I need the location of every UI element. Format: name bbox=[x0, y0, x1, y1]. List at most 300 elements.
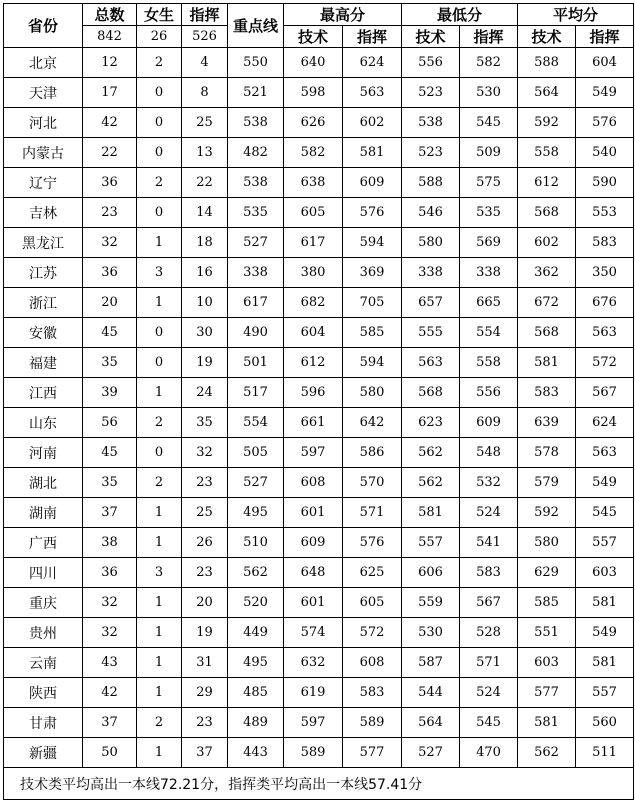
cell-max-cmd: 570 bbox=[343, 468, 402, 498]
table-row bbox=[4, 78, 634, 108]
cell-command: 31 bbox=[182, 648, 228, 678]
cell-max-tech: 661 bbox=[284, 408, 343, 438]
cell-key-line: 505 bbox=[228, 438, 284, 468]
cell-max-cmd: 589 bbox=[343, 708, 402, 738]
cell-max-cmd: 594 bbox=[343, 348, 402, 378]
cell-min-tech: 581 bbox=[402, 498, 460, 528]
cell-province: 黑龙江 bbox=[4, 228, 83, 258]
cell-total: 42 bbox=[83, 678, 137, 708]
cell-female: 1 bbox=[137, 378, 182, 408]
cell-command: 16 bbox=[182, 258, 228, 288]
cell-female: 0 bbox=[137, 108, 182, 138]
cell-province: 福建 bbox=[4, 348, 83, 378]
table-row bbox=[4, 558, 634, 588]
cell-avg-tech: 580 bbox=[518, 528, 576, 558]
cell-command: 10 bbox=[182, 288, 228, 318]
cell-female: 1 bbox=[137, 288, 182, 318]
table-row bbox=[4, 588, 634, 618]
cell-total: 32 bbox=[83, 588, 137, 618]
cell-avg-tech: 583 bbox=[518, 378, 576, 408]
cell-avg-cmd: 557 bbox=[576, 678, 634, 708]
cell-min-tech: 564 bbox=[402, 708, 460, 738]
cell-max-cmd: 581 bbox=[343, 138, 402, 168]
cell-min-tech: 587 bbox=[402, 648, 460, 678]
cell-max-cmd: 605 bbox=[343, 588, 402, 618]
cell-avg-tech: 592 bbox=[518, 108, 576, 138]
cell-min-cmd: 535 bbox=[460, 198, 518, 228]
cell-min-cmd: 571 bbox=[460, 648, 518, 678]
cell-min-cmd: 583 bbox=[460, 558, 518, 588]
cell-max-tech: 589 bbox=[284, 738, 343, 768]
cell-avg-cmd: 572 bbox=[576, 348, 634, 378]
cell-province: 陕西 bbox=[4, 678, 83, 708]
female-count: 26 bbox=[137, 26, 182, 48]
cell-max-tech: 597 bbox=[284, 708, 343, 738]
footer-row bbox=[4, 768, 634, 800]
cell-min-cmd: 470 bbox=[460, 738, 518, 768]
table-row bbox=[4, 198, 634, 228]
cell-min-tech: 606 bbox=[402, 558, 460, 588]
cell-avg-cmd: 576 bbox=[576, 108, 634, 138]
cell-total: 20 bbox=[83, 288, 137, 318]
table-row bbox=[4, 258, 634, 288]
cell-avg-tech: 551 bbox=[518, 618, 576, 648]
cell-avg-cmd: 581 bbox=[576, 588, 634, 618]
cell-min-tech: 568 bbox=[402, 378, 460, 408]
cell-command: 35 bbox=[182, 408, 228, 438]
cell-command: 23 bbox=[182, 468, 228, 498]
cell-avg-cmd: 567 bbox=[576, 378, 634, 408]
cell-key-line: 495 bbox=[228, 648, 284, 678]
cell-female: 2 bbox=[137, 708, 182, 738]
cell-min-cmd: 528 bbox=[460, 618, 518, 648]
cell-province: 天津 bbox=[4, 78, 83, 108]
cell-min-cmd: 524 bbox=[460, 678, 518, 708]
cell-max-cmd: 602 bbox=[343, 108, 402, 138]
cell-min-tech: 580 bbox=[402, 228, 460, 258]
cell-province: 湖北 bbox=[4, 468, 83, 498]
cell-province: 河南 bbox=[4, 438, 83, 468]
header-avg-tech: 技术 bbox=[518, 26, 576, 48]
cell-key-line: 495 bbox=[228, 498, 284, 528]
cell-command: 24 bbox=[182, 378, 228, 408]
cell-min-cmd: 545 bbox=[460, 108, 518, 138]
cell-command: 19 bbox=[182, 348, 228, 378]
cell-command: 30 bbox=[182, 318, 228, 348]
cell-avg-tech: 581 bbox=[518, 348, 576, 378]
cell-max-cmd: 576 bbox=[343, 198, 402, 228]
cell-min-tech: 556 bbox=[402, 48, 460, 78]
cell-avg-tech: 588 bbox=[518, 48, 576, 78]
cell-avg-cmd: 557 bbox=[576, 528, 634, 558]
header-province: 省份 bbox=[4, 4, 83, 48]
cell-command: 32 bbox=[182, 438, 228, 468]
total-count: 842 bbox=[83, 26, 137, 48]
cell-max-tech: 619 bbox=[284, 678, 343, 708]
cell-max-cmd: 576 bbox=[343, 528, 402, 558]
table-row bbox=[4, 708, 634, 738]
cell-command: 14 bbox=[182, 198, 228, 228]
cell-female: 1 bbox=[137, 678, 182, 708]
cell-command: 18 bbox=[182, 228, 228, 258]
table-row bbox=[4, 408, 634, 438]
cell-max-tech: 638 bbox=[284, 168, 343, 198]
cell-max-tech: 648 bbox=[284, 558, 343, 588]
table-row bbox=[4, 48, 634, 78]
cell-min-tech: 530 bbox=[402, 618, 460, 648]
cell-avg-cmd: 549 bbox=[576, 468, 634, 498]
cell-key-line: 554 bbox=[228, 408, 284, 438]
cell-total: 22 bbox=[83, 138, 137, 168]
header-female: 女生 bbox=[137, 4, 182, 26]
cell-province: 新疆 bbox=[4, 738, 83, 768]
cell-female: 2 bbox=[137, 168, 182, 198]
cell-avg-cmd: 603 bbox=[576, 558, 634, 588]
header-min-score: 最低分 bbox=[402, 4, 518, 26]
cell-avg-tech: 579 bbox=[518, 468, 576, 498]
cell-key-line: 449 bbox=[228, 618, 284, 648]
admission-score-table bbox=[3, 3, 634, 800]
cell-avg-tech: 558 bbox=[518, 138, 576, 168]
cell-avg-cmd: 676 bbox=[576, 288, 634, 318]
cell-max-cmd: 585 bbox=[343, 318, 402, 348]
cell-avg-tech: 603 bbox=[518, 648, 576, 678]
cell-max-tech: 608 bbox=[284, 468, 343, 498]
cell-province: 安徽 bbox=[4, 318, 83, 348]
cell-max-cmd: 583 bbox=[343, 678, 402, 708]
cell-avg-cmd: 540 bbox=[576, 138, 634, 168]
cell-avg-cmd: 549 bbox=[576, 618, 634, 648]
cell-min-cmd: 567 bbox=[460, 588, 518, 618]
cell-total: 56 bbox=[83, 408, 137, 438]
cell-max-cmd: 572 bbox=[343, 618, 402, 648]
cell-key-line: 338 bbox=[228, 258, 284, 288]
cell-avg-tech: 602 bbox=[518, 228, 576, 258]
cell-min-tech: 563 bbox=[402, 348, 460, 378]
cell-command: 22 bbox=[182, 168, 228, 198]
cell-max-cmd: 580 bbox=[343, 378, 402, 408]
cell-total: 32 bbox=[83, 618, 137, 648]
cell-province: 河北 bbox=[4, 108, 83, 138]
cell-female: 1 bbox=[137, 228, 182, 258]
cell-key-line: 538 bbox=[228, 108, 284, 138]
cell-min-cmd: 582 bbox=[460, 48, 518, 78]
cell-min-tech: 523 bbox=[402, 138, 460, 168]
cell-max-tech: 626 bbox=[284, 108, 343, 138]
cell-total: 36 bbox=[83, 168, 137, 198]
cell-female: 2 bbox=[137, 468, 182, 498]
cell-command: 19 bbox=[182, 618, 228, 648]
cell-total: 12 bbox=[83, 48, 137, 78]
cell-max-tech: 640 bbox=[284, 48, 343, 78]
cell-min-cmd: 558 bbox=[460, 348, 518, 378]
cell-max-tech: 632 bbox=[284, 648, 343, 678]
cell-avg-tech: 362 bbox=[518, 258, 576, 288]
cell-command: 13 bbox=[182, 138, 228, 168]
table-row bbox=[4, 528, 634, 558]
table-row bbox=[4, 348, 634, 378]
cell-min-cmd: 524 bbox=[460, 498, 518, 528]
table-row bbox=[4, 138, 634, 168]
cell-total: 32 bbox=[83, 228, 137, 258]
cell-min-cmd: 541 bbox=[460, 528, 518, 558]
table-row bbox=[4, 618, 634, 648]
cell-total: 17 bbox=[83, 78, 137, 108]
cell-female: 1 bbox=[137, 528, 182, 558]
cell-max-tech: 601 bbox=[284, 588, 343, 618]
cell-avg-tech: 578 bbox=[518, 438, 576, 468]
command-count: 526 bbox=[182, 26, 228, 48]
cell-total: 43 bbox=[83, 648, 137, 678]
cell-key-line: 517 bbox=[228, 378, 284, 408]
cell-min-tech: 557 bbox=[402, 528, 460, 558]
cell-min-tech: 555 bbox=[402, 318, 460, 348]
cell-key-line: 490 bbox=[228, 318, 284, 348]
header-avg-score: 平均分 bbox=[518, 4, 634, 26]
cell-min-cmd: 556 bbox=[460, 378, 518, 408]
cell-key-line: 550 bbox=[228, 48, 284, 78]
cell-province: 广西 bbox=[4, 528, 83, 558]
cell-female: 0 bbox=[137, 348, 182, 378]
cell-min-cmd: 545 bbox=[460, 708, 518, 738]
cell-province: 重庆 bbox=[4, 588, 83, 618]
cell-max-tech: 612 bbox=[284, 348, 343, 378]
cell-max-tech: 596 bbox=[284, 378, 343, 408]
cell-avg-cmd: 590 bbox=[576, 168, 634, 198]
cell-total: 38 bbox=[83, 528, 137, 558]
cell-max-cmd: 586 bbox=[343, 438, 402, 468]
cell-min-tech: 623 bbox=[402, 408, 460, 438]
cell-max-cmd: 577 bbox=[343, 738, 402, 768]
cell-key-line: 520 bbox=[228, 588, 284, 618]
cell-max-cmd: 625 bbox=[343, 558, 402, 588]
cell-avg-tech: 672 bbox=[518, 288, 576, 318]
cell-min-tech: 562 bbox=[402, 468, 460, 498]
table-row bbox=[4, 498, 634, 528]
cell-avg-cmd: 583 bbox=[576, 228, 634, 258]
cell-total: 37 bbox=[83, 708, 137, 738]
header-min-tech: 技术 bbox=[402, 26, 460, 48]
cell-avg-cmd: 350 bbox=[576, 258, 634, 288]
cell-province: 贵州 bbox=[4, 618, 83, 648]
cell-min-cmd: 554 bbox=[460, 318, 518, 348]
cell-total: 36 bbox=[83, 558, 137, 588]
cell-max-cmd: 571 bbox=[343, 498, 402, 528]
cell-max-tech: 598 bbox=[284, 78, 343, 108]
table-row bbox=[4, 378, 634, 408]
cell-max-tech: 609 bbox=[284, 528, 343, 558]
cell-province: 吉林 bbox=[4, 198, 83, 228]
cell-key-line: 527 bbox=[228, 468, 284, 498]
cell-key-line: 538 bbox=[228, 168, 284, 198]
cell-max-cmd: 369 bbox=[343, 258, 402, 288]
cell-max-tech: 605 bbox=[284, 198, 343, 228]
cell-total: 23 bbox=[83, 198, 137, 228]
footer-note: 技术类平均高出一本线72.21分，指挥类平均高出一本线57.41分 bbox=[4, 768, 634, 800]
cell-command: 25 bbox=[182, 498, 228, 528]
cell-min-tech: 523 bbox=[402, 78, 460, 108]
cell-province: 内蒙古 bbox=[4, 138, 83, 168]
header-key-line: 重点线 bbox=[228, 4, 284, 48]
cell-key-line: 521 bbox=[228, 78, 284, 108]
cell-female: 0 bbox=[137, 78, 182, 108]
cell-avg-cmd: 511 bbox=[576, 738, 634, 768]
cell-min-cmd: 509 bbox=[460, 138, 518, 168]
cell-province: 浙江 bbox=[4, 288, 83, 318]
cell-avg-cmd: 624 bbox=[576, 408, 634, 438]
cell-min-tech: 657 bbox=[402, 288, 460, 318]
table-row bbox=[4, 438, 634, 468]
cell-min-cmd: 530 bbox=[460, 78, 518, 108]
table-row bbox=[4, 288, 634, 318]
cell-command: 8 bbox=[182, 78, 228, 108]
cell-female: 1 bbox=[137, 588, 182, 618]
cell-avg-tech: 585 bbox=[518, 588, 576, 618]
cell-total: 35 bbox=[83, 468, 137, 498]
cell-max-cmd: 642 bbox=[343, 408, 402, 438]
cell-max-cmd: 608 bbox=[343, 648, 402, 678]
cell-female: 1 bbox=[137, 648, 182, 678]
cell-key-line: 482 bbox=[228, 138, 284, 168]
cell-key-line: 535 bbox=[228, 198, 284, 228]
cell-command: 29 bbox=[182, 678, 228, 708]
cell-avg-tech: 639 bbox=[518, 408, 576, 438]
cell-command: 23 bbox=[182, 558, 228, 588]
cell-province: 江西 bbox=[4, 378, 83, 408]
cell-avg-tech: 581 bbox=[518, 708, 576, 738]
cell-total: 37 bbox=[83, 498, 137, 528]
cell-min-cmd: 665 bbox=[460, 288, 518, 318]
table-row bbox=[4, 168, 634, 198]
header-min-cmd: 指挥 bbox=[460, 26, 518, 48]
cell-command: 26 bbox=[182, 528, 228, 558]
cell-avg-cmd: 604 bbox=[576, 48, 634, 78]
cell-command: 4 bbox=[182, 48, 228, 78]
cell-min-tech: 544 bbox=[402, 678, 460, 708]
cell-province: 云南 bbox=[4, 648, 83, 678]
cell-total: 42 bbox=[83, 108, 137, 138]
table-row bbox=[4, 678, 634, 708]
table-row bbox=[4, 468, 634, 498]
cell-province: 甘肃 bbox=[4, 708, 83, 738]
cell-female: 0 bbox=[137, 438, 182, 468]
cell-command: 23 bbox=[182, 708, 228, 738]
cell-max-tech: 601 bbox=[284, 498, 343, 528]
cell-total: 45 bbox=[83, 438, 137, 468]
cell-avg-cmd: 560 bbox=[576, 708, 634, 738]
table-row bbox=[4, 318, 634, 348]
header-max-score: 最高分 bbox=[284, 4, 402, 26]
cell-min-tech: 338 bbox=[402, 258, 460, 288]
cell-min-cmd: 338 bbox=[460, 258, 518, 288]
cell-min-tech: 588 bbox=[402, 168, 460, 198]
cell-max-cmd: 563 bbox=[343, 78, 402, 108]
cell-total: 39 bbox=[83, 378, 137, 408]
table-row bbox=[4, 648, 634, 678]
cell-max-cmd: 624 bbox=[343, 48, 402, 78]
header-command: 指挥 bbox=[182, 4, 228, 26]
table-row bbox=[4, 228, 634, 258]
cell-min-cmd: 575 bbox=[460, 168, 518, 198]
cell-key-line: 501 bbox=[228, 348, 284, 378]
header-max-cmd: 指挥 bbox=[343, 26, 402, 48]
cell-min-tech: 527 bbox=[402, 738, 460, 768]
cell-key-line: 617 bbox=[228, 288, 284, 318]
cell-avg-cmd: 549 bbox=[576, 78, 634, 108]
cell-province: 山东 bbox=[4, 408, 83, 438]
cell-key-line: 510 bbox=[228, 528, 284, 558]
cell-female: 0 bbox=[137, 318, 182, 348]
cell-min-cmd: 532 bbox=[460, 468, 518, 498]
cell-max-cmd: 609 bbox=[343, 168, 402, 198]
cell-max-tech: 682 bbox=[284, 288, 343, 318]
cell-female: 0 bbox=[137, 198, 182, 228]
cell-female: 2 bbox=[137, 48, 182, 78]
header-row-1 bbox=[4, 4, 634, 26]
table-row bbox=[4, 108, 634, 138]
cell-province: 北京 bbox=[4, 48, 83, 78]
cell-min-tech: 559 bbox=[402, 588, 460, 618]
cell-max-cmd: 705 bbox=[343, 288, 402, 318]
cell-avg-cmd: 545 bbox=[576, 498, 634, 528]
cell-avg-cmd: 581 bbox=[576, 648, 634, 678]
cell-key-line: 527 bbox=[228, 228, 284, 258]
cell-avg-cmd: 553 bbox=[576, 198, 634, 228]
header-max-tech: 技术 bbox=[284, 26, 343, 48]
header-total: 总数 bbox=[83, 4, 137, 26]
header-row-2 bbox=[4, 26, 634, 48]
cell-total: 36 bbox=[83, 258, 137, 288]
cell-min-cmd: 569 bbox=[460, 228, 518, 258]
header-avg-cmd: 指挥 bbox=[576, 26, 634, 48]
cell-avg-tech: 577 bbox=[518, 678, 576, 708]
table-row bbox=[4, 738, 634, 768]
cell-min-tech: 546 bbox=[402, 198, 460, 228]
cell-max-tech: 380 bbox=[284, 258, 343, 288]
cell-key-line: 443 bbox=[228, 738, 284, 768]
cell-key-line: 562 bbox=[228, 558, 284, 588]
cell-province: 湖南 bbox=[4, 498, 83, 528]
cell-avg-tech: 564 bbox=[518, 78, 576, 108]
cell-command: 25 bbox=[182, 108, 228, 138]
cell-command: 20 bbox=[182, 588, 228, 618]
cell-female: 3 bbox=[137, 558, 182, 588]
cell-max-tech: 597 bbox=[284, 438, 343, 468]
cell-female: 2 bbox=[137, 408, 182, 438]
cell-avg-tech: 612 bbox=[518, 168, 576, 198]
cell-min-tech: 538 bbox=[402, 108, 460, 138]
cell-avg-tech: 592 bbox=[518, 498, 576, 528]
cell-total: 35 bbox=[83, 348, 137, 378]
cell-max-tech: 582 bbox=[284, 138, 343, 168]
cell-province: 江苏 bbox=[4, 258, 83, 288]
cell-female: 3 bbox=[137, 258, 182, 288]
cell-avg-tech: 562 bbox=[518, 738, 576, 768]
cell-province: 四川 bbox=[4, 558, 83, 588]
cell-avg-cmd: 563 bbox=[576, 438, 634, 468]
cell-command: 37 bbox=[182, 738, 228, 768]
cell-female: 0 bbox=[137, 138, 182, 168]
cell-female: 1 bbox=[137, 498, 182, 528]
cell-max-tech: 617 bbox=[284, 228, 343, 258]
cell-key-line: 485 bbox=[228, 678, 284, 708]
cell-female: 1 bbox=[137, 738, 182, 768]
cell-max-cmd: 594 bbox=[343, 228, 402, 258]
cell-min-tech: 562 bbox=[402, 438, 460, 468]
cell-max-tech: 604 bbox=[284, 318, 343, 348]
cell-min-cmd: 548 bbox=[460, 438, 518, 468]
cell-min-cmd: 609 bbox=[460, 408, 518, 438]
